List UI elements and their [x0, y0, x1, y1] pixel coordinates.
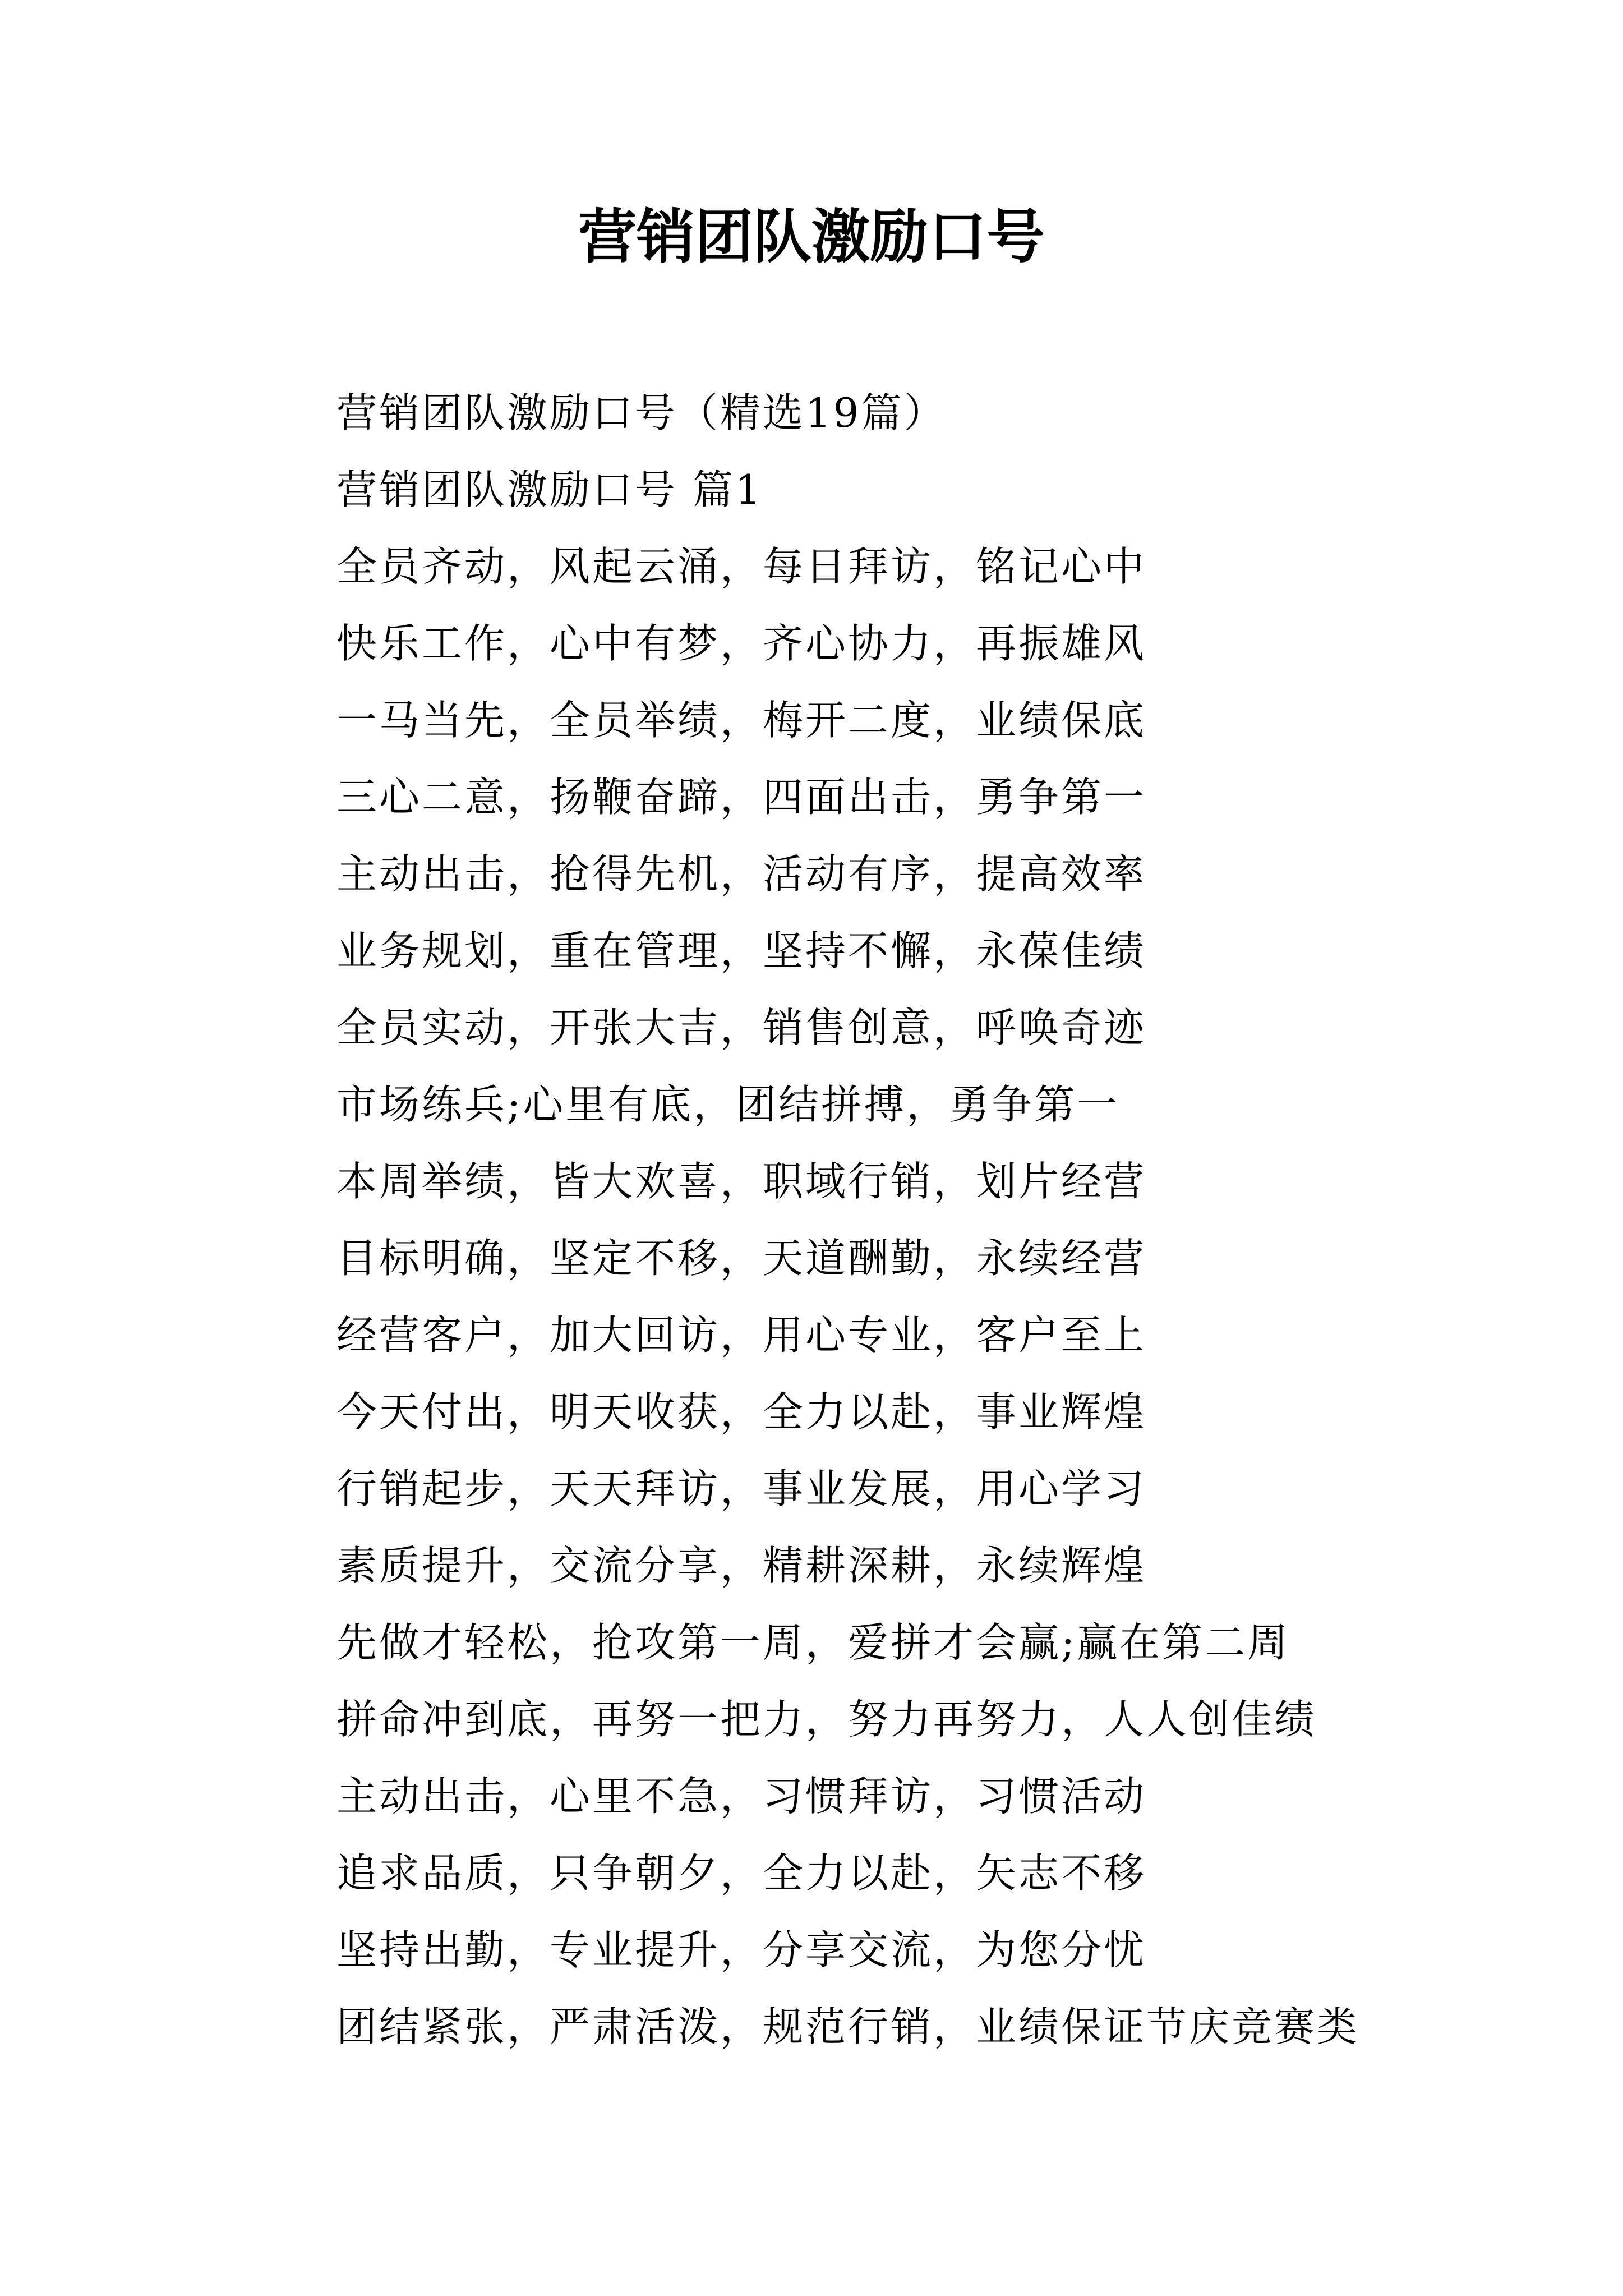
text-line: 全员实动，开张大吉，销售创意，呼唤奇迹: [336, 1004, 1147, 1051]
document-body: [336, 375, 1570, 2065]
text-line: 素质提升，交流分享，精耕深耕，永续辉煌: [336, 1542, 1147, 1589]
text-line: 市场练兵;心里有底，团结拼搏，勇争第一: [336, 1081, 1120, 1128]
text-line: 团结紧张，严肃活泼，规范行销，业绩保证节庆竞赛类: [336, 2003, 1360, 2050]
document-title: 营销团队激励口号: [578, 202, 1045, 271]
text-line: 营销团队激励口号（精选19篇）: [336, 389, 947, 436]
text-line: 全员齐动，风起云涌，每日拜访，铭记心中: [336, 543, 1147, 590]
text-line: 今天付出，明天收获，全力以赴，事业辉煌: [336, 1388, 1147, 1435]
text-line: 行销起步，天天拜访，事业发展，用心学习: [336, 1465, 1147, 1512]
text-line: 坚持出勤，专业提升，分享交流，为您分忧: [336, 1926, 1147, 1973]
text-line: 业务规划，重在管理，坚持不懈，永葆佳绩: [336, 927, 1147, 974]
text-line: 先做才轻松，抢攻第一周，爱拼才会赢;赢在第二周: [336, 1619, 1290, 1666]
text-line: 主动出击，心里不急，习惯拜访，习惯活动: [336, 1773, 1147, 1820]
text-line: 目标明确，坚定不移，天道酬勤，永续经营: [336, 1235, 1147, 1282]
text-line: 一马当先，全员举绩，梅开二度，业绩保底: [336, 697, 1147, 744]
text-line: 经营客户，加大回访，用心专业，客户至上: [336, 1312, 1147, 1359]
text-line: 快乐工作，心中有梦，齐心协力，再振雄风: [336, 620, 1147, 667]
text-line: 拼命冲到底，再努一把力，努力再努力，人人创佳绩: [336, 1696, 1317, 1743]
text-line: 本周举绩，皆大欢喜，职域行销，划片经营: [336, 1158, 1147, 1205]
text-line: 追求品质，只争朝夕，全力以赴，矢志不移: [336, 1849, 1147, 1897]
text-line: 营销团队激励口号 篇1: [336, 466, 763, 513]
text-line: 三心二意，扬鞭奋蹄，四面出击，勇争第一: [336, 774, 1147, 821]
text-line: 主动出击，抢得先机，活动有序，提高效率: [336, 850, 1147, 898]
